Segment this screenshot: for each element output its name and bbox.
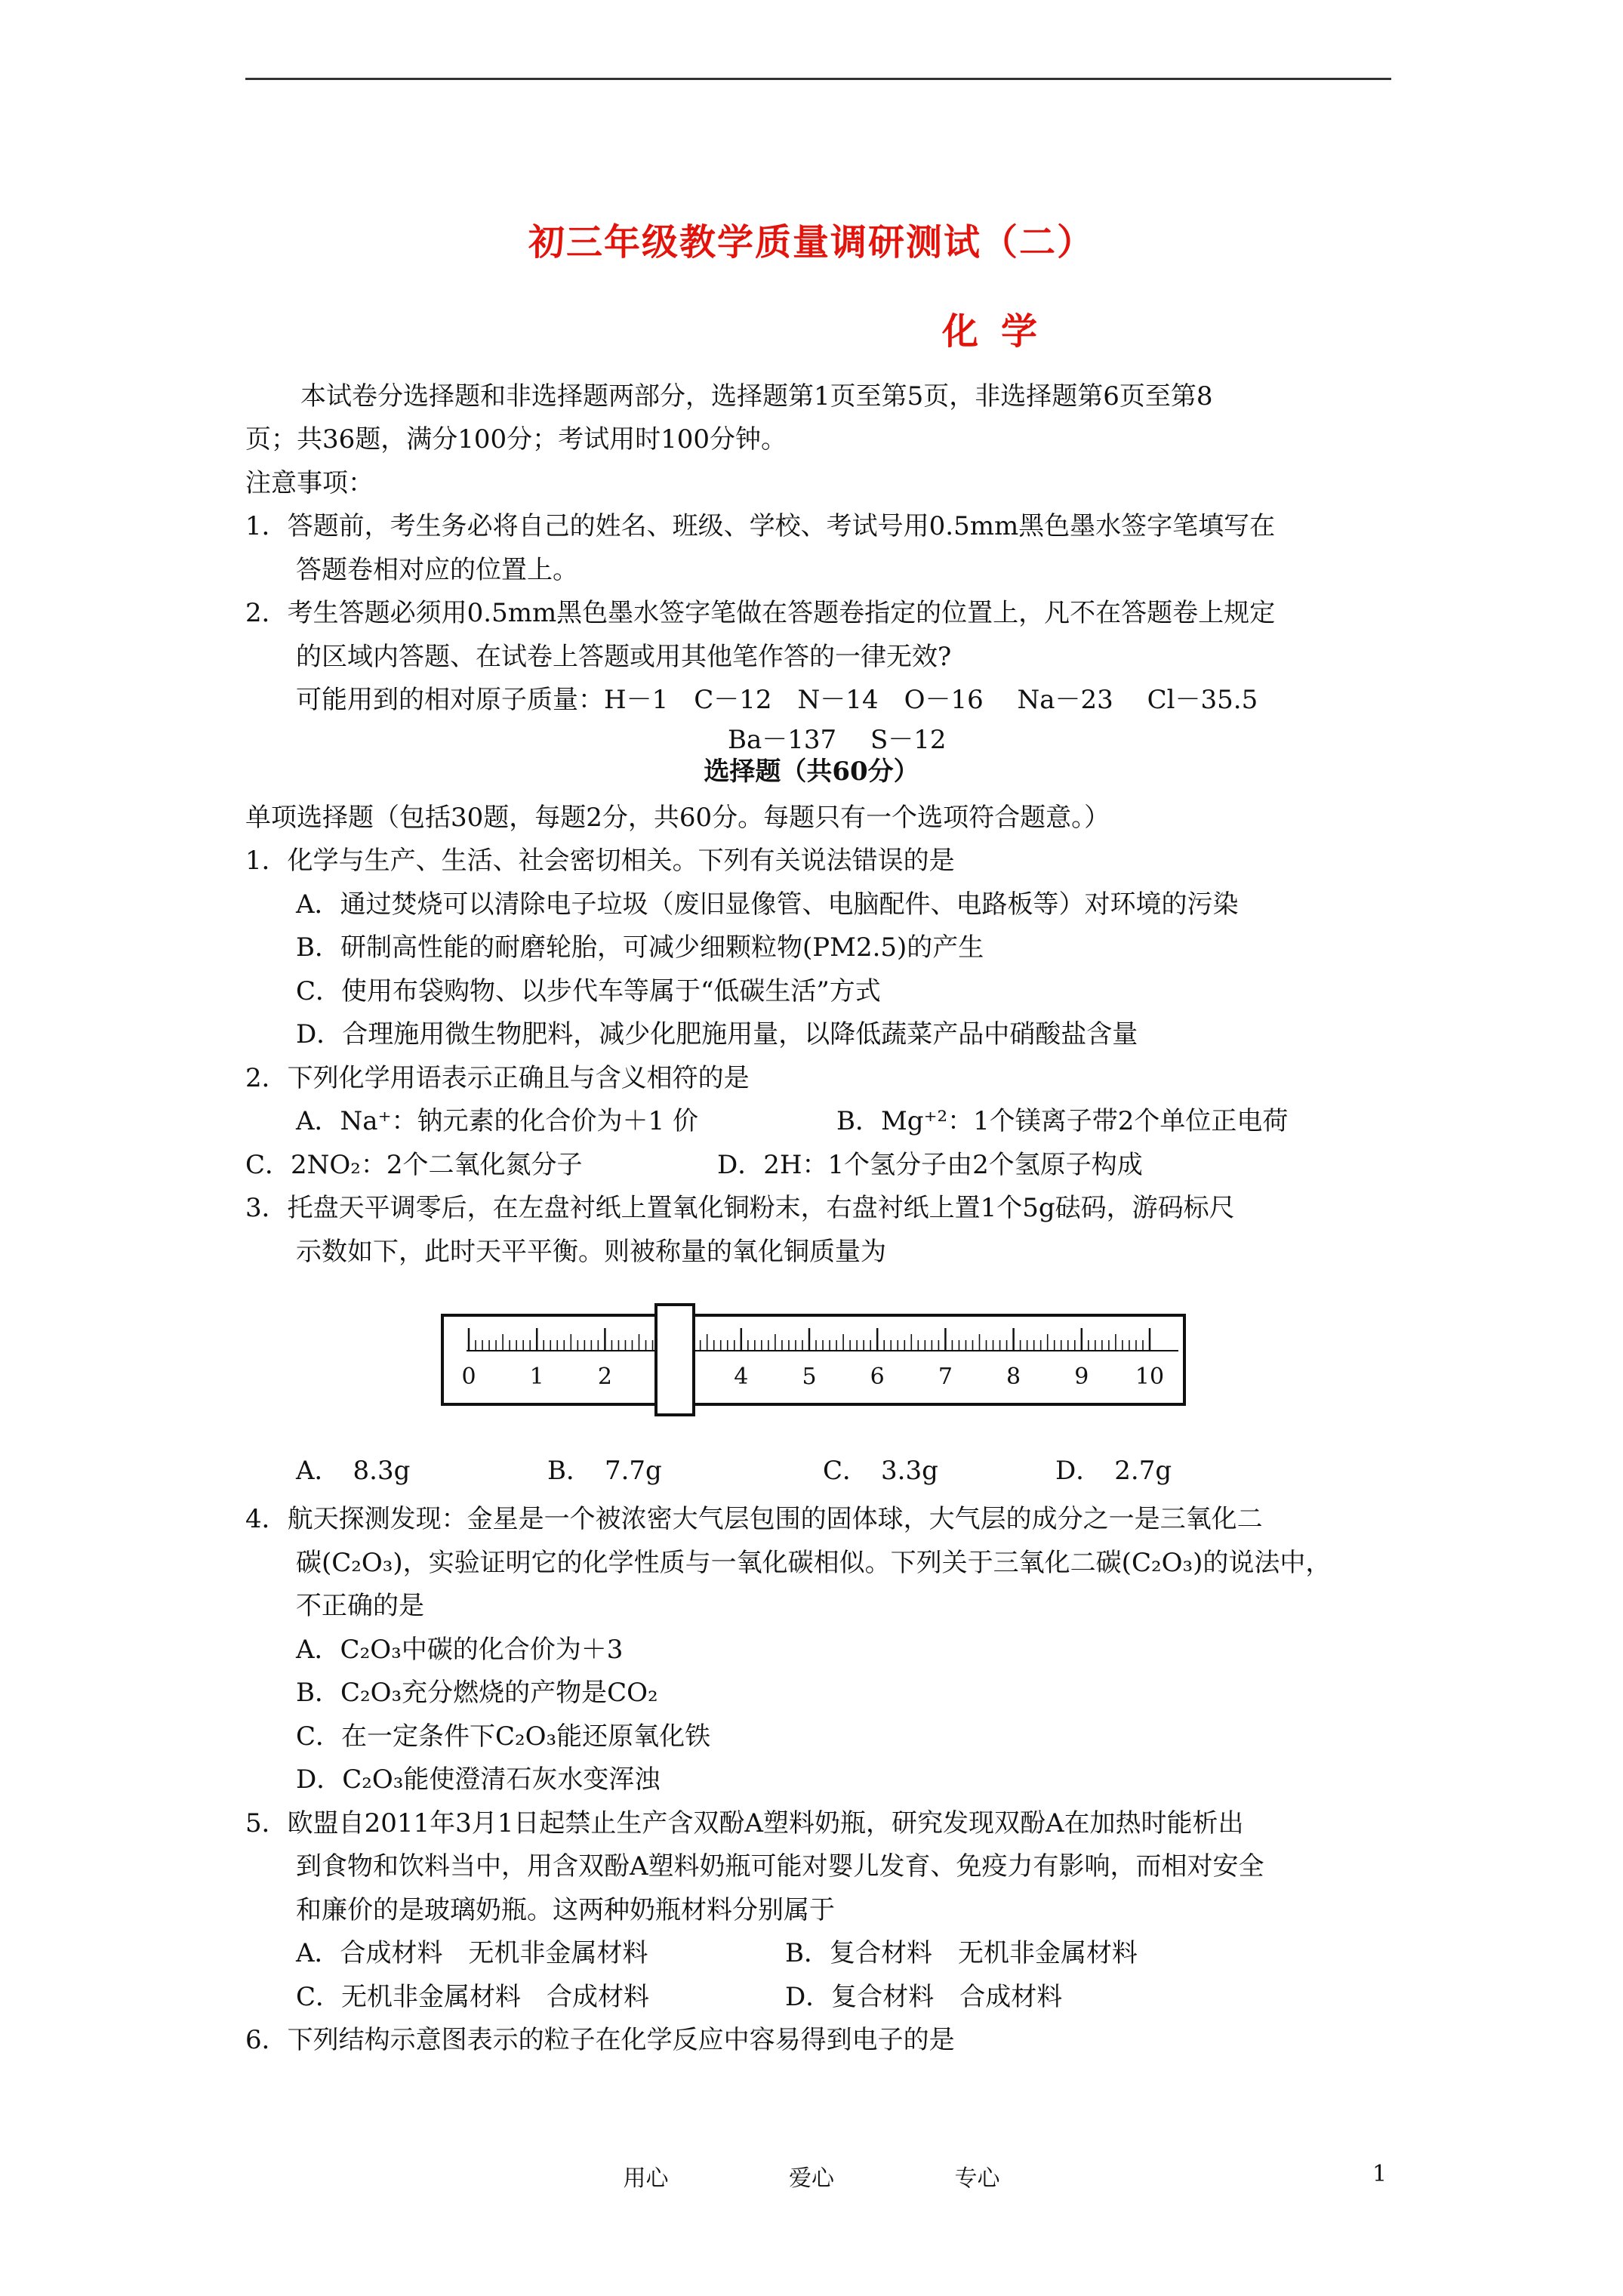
q5-option-d: D．复合材料 合成材料 [785, 1982, 1063, 2012]
notice-1-line-2: 答题卷相对应的位置上。 [296, 555, 578, 585]
scale-label-8: 9 [1074, 1364, 1089, 1390]
scale-outline [442, 1315, 1184, 1404]
scale-label-5: 6 [870, 1364, 885, 1390]
scale-label-4: 5 [802, 1364, 817, 1390]
atomic-masses-line-2: Ba－137 S－12 [728, 725, 947, 755]
scale-label-0: 0 [461, 1364, 476, 1390]
scale-label-3: 4 [734, 1364, 749, 1390]
q1-stem: 1．化学与生产、生活、社会密切相关。下列有关说法错误的是 [245, 846, 955, 876]
q3-stem-line-2: 示数如下，此时天平平衡。则被称量的氧化铜质量为 [296, 1237, 886, 1267]
q4-option-c: C．在一定条件下C₂O₃能还原氧化铁 [296, 1721, 711, 1752]
scale-label-2: 2 [597, 1364, 612, 1390]
q4-stem-line-3: 不正确的是 [296, 1591, 424, 1621]
q5-option-a: A．合成材料 无机非金属材料 [296, 1938, 648, 1968]
page-number: 1 [1372, 2161, 1387, 2187]
footer-motto-3: 专心 [954, 2165, 1000, 2192]
q2-option-c: C．2NO₂：2个二氧化氮分子 [245, 1150, 583, 1180]
q5-stem-line-1: 5．欧盟自2011年3月1日起禁止生产含双酚A塑料奶瓶，研究发现双酚A在加热时能析出 [245, 1808, 1244, 1838]
intro-line-2: 页；共36题，满分100分；考试用时100分钟。 [245, 424, 787, 455]
scale-label-7: 8 [1006, 1364, 1021, 1390]
atomic-masses-line-1: 可能用到的相对原子质量：H－1 C－12 N－14 O－16 Na－23 Cl－35.5 [296, 685, 1258, 715]
q5-option-b: B．复合材料 无机非金属材料 [785, 1938, 1138, 1968]
rider-scale-figure [440, 1301, 1195, 1429]
notice-1-line-1: 1．答题前，考生务必将自己的姓名、班级、学校、考试号用0.5mm黑色墨水签字笔填写在 [245, 511, 1276, 541]
exam-subject: 化学 [942, 310, 1061, 353]
q3-stem-line-1: 3．托盘天平调零后，在左盘衬纸上置氧化铜粉末，右盘衬纸上置1个5g砝码，游码标尺 [245, 1193, 1235, 1223]
footer-motto-1: 用心 [623, 2165, 669, 2192]
rider-scale [442, 1305, 1184, 1415]
q6-stem: 6．下列结构示意图表示的粒子在化学反应中容易得到电子的是 [245, 2025, 955, 2055]
scale-label-6: 7 [938, 1364, 953, 1390]
rider-slider [656, 1305, 694, 1415]
header-rule [245, 78, 1391, 80]
q5-stem-line-2: 到食物和饮料当中，用含双酚A塑料奶瓶可能对婴儿发育、免疫力有影响，而相对安全 [296, 1851, 1264, 1881]
section-title: 选择题（共60分） [704, 757, 919, 787]
q1-option-a: A．通过焚烧可以清除电子垃圾（废旧显像管、电脑配件、电路板等）对环境的污染 [296, 889, 1239, 920]
q3-option-b: B． 7.7g [547, 1456, 662, 1486]
q4-stem-line-1: 4．航天探测发现：金星是一个被浓密大气层包围的固体球，大气层的成分之一是三氧化二 [245, 1504, 1263, 1534]
intro-line-1: 本试卷分选择题和非选择题两部分，选择题第1页至第5页，非选择题第6页至第8 [300, 381, 1213, 411]
exam-title: 初三年级教学质量调研测试（二） [528, 221, 1095, 264]
q4-option-d: D．C₂O₃能使澄清石灰水变浑浊 [296, 1764, 661, 1795]
notice-heading: 注意事项： [245, 468, 374, 498]
q3-option-a: A． 8.3g [296, 1456, 411, 1486]
q2-option-d: D．2H：1个氢分子由2个氢原子构成 [717, 1150, 1143, 1180]
q1-option-c: C．使用布袋购物、以步代车等属于“低碳生活”方式 [296, 976, 881, 1006]
notice-2-line-2: 的区域内答题、在试卷上答题或用其他笔作答的一律无效? [296, 642, 952, 672]
notice-2-line-1: 2．考生答题必须用0.5mm黑色墨水签字笔做在答题卷指定的位置上，凡不在答题卷上规定 [245, 598, 1276, 628]
q4-option-a: A．C₂O₃中碳的化合价为＋3 [296, 1635, 624, 1665]
q2-stem: 2．下列化学用语表示正确且与含义相符的是 [245, 1063, 750, 1093]
q2-option-b: B．Mg⁺²：1个镁离子带2个单位正电荷 [836, 1106, 1289, 1136]
q1-option-b: B．研制高性能的耐磨轮胎，可减少细颗粒物(PM2.5)的产生 [296, 932, 984, 963]
scale-label-9: 10 [1135, 1364, 1165, 1390]
q4-stem-line-2: 碳(C₂O₃)，实验证明它的化学性质与一氧化碳相似。下列关于三氧化二碳(C₂O₃)的说法中， [296, 1548, 1332, 1578]
footer-motto-2: 爱心 [789, 2165, 834, 2192]
q4-option-b: B．C₂O₃充分燃烧的产物是CO₂ [296, 1678, 658, 1708]
q5-stem-line-3: 和廉价的是玻璃奶瓶。这两种奶瓶材料分别属于 [296, 1895, 835, 1925]
section-instruction: 单项选择题（包括30题，每题2分，共60分。每题只有一个选项符合题意。） [245, 803, 1110, 833]
q1-option-d: D．合理施用微生物肥料，减少化肥施用量，以降低蔬菜产品中硝酸盐含量 [296, 1019, 1138, 1049]
scale-label-1: 1 [529, 1364, 544, 1390]
q2-option-a: A．Na⁺：钠元素的化合价为＋1 价 [296, 1106, 698, 1136]
q3-option-c: C． 3.3g [823, 1456, 938, 1486]
q5-option-c: C．无机非金属材料 合成材料 [296, 1982, 650, 2012]
q3-option-d: D． 2.7g [1055, 1456, 1172, 1486]
